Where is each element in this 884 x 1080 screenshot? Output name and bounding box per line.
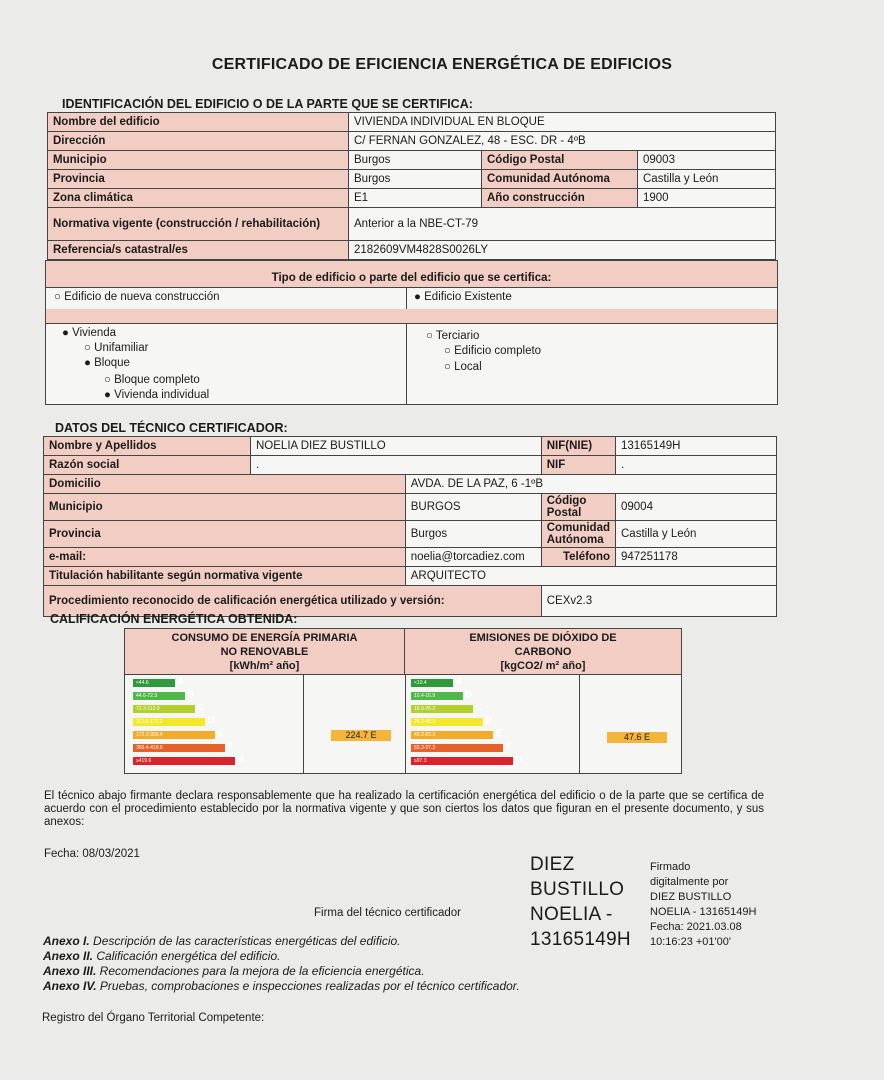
tec-procedimiento-value: CEXv2.3: [541, 586, 776, 617]
terciario-option: ○ Terciario: [426, 330, 480, 342]
consumo-scale-letter-C: C: [197, 702, 204, 712]
zona-label: Zona climática: [48, 189, 349, 208]
nueva-construccion-option: ○ Edificio de nueva construcción: [54, 291, 220, 303]
signature-line-2: BUSTILLO: [530, 879, 625, 900]
tec-razon-value: .: [251, 456, 542, 475]
nombre-value: VIVIENDA INDIVIDUAL EN BLOQUE: [349, 113, 776, 132]
anexos-list: [43, 934, 520, 994]
referencia-value: 2182609VM4828S0026LY: [349, 241, 776, 260]
tec-provincia-label: Provincia: [44, 521, 406, 548]
unifamiliar-option: ○ Unifamiliar: [84, 342, 149, 354]
bloque-option: ● Bloque: [84, 357, 130, 369]
anexo-num: Anexo II.: [43, 949, 94, 963]
consumo-scale-letter-A: A: [177, 676, 184, 686]
tec-municipio-label: Municipio: [44, 494, 406, 521]
tec-cp-value: 09004: [616, 494, 777, 521]
emisiones-scale-letter-F: F: [506, 741, 512, 751]
signature-line-1: DIEZ: [530, 854, 575, 875]
firma-label: Firma del técnico certificador: [314, 907, 461, 919]
center-divider: [405, 675, 406, 773]
emisiones-scale-letter-G: G: [514, 754, 522, 764]
consumo-rating: 224.7 E: [331, 730, 391, 741]
stamp-line-2: digitalmente por: [650, 876, 729, 888]
nombre-label: Nombre del edificio: [48, 113, 349, 132]
anexo-item: [43, 979, 520, 994]
referencia-label: Referencia/s catastral/es: [48, 241, 349, 260]
anexo-text: Descripción de las características energéticas del edificio.: [89, 934, 401, 948]
emisiones-scale-C: 16.9-26.2 C: [411, 705, 473, 713]
consumo-scale-C: 72.3-112.0 C: [133, 705, 195, 713]
direccion-value: C/ FERNAN GONZALEZ, 48 - ESC. DR - 4ºB: [349, 132, 776, 151]
emisiones-scale-letter-C: C: [475, 702, 482, 712]
consumo-scale-letter-G: G: [236, 754, 244, 764]
anexo-text: Recomendaciones para la mejora de la eficiencia energética.: [96, 964, 425, 978]
tec-ca-value: Castilla y León: [616, 521, 777, 548]
ano-value: 1900: [638, 189, 776, 208]
document-title: CERTIFICADO DE EFICIENCIA ENERGÉTICA DE EDIFICIOS: [211, 56, 673, 73]
provincia-label: Provincia: [48, 170, 349, 189]
consumo-title: CONSUMO DE ENERGÍA PRIMARIA NO RENOVABLE: [171, 632, 358, 658]
emisiones-scale-letter-D: D: [485, 715, 492, 725]
tec-cp-label: Código Postal: [541, 494, 615, 521]
tec-nif2-value: .: [616, 456, 777, 475]
anexo-item: [43, 964, 520, 979]
normativa-value: Anterior a la NBE-CT-79: [349, 208, 776, 241]
tec-razon-label: Razón social: [44, 456, 251, 475]
municipio-label: Municipio: [48, 151, 349, 170]
tipo-row-construccion: [46, 287, 777, 310]
stamp-line-1: Firmado: [650, 861, 691, 873]
consumo-scale-A: <44.6 A: [133, 679, 175, 687]
consumo-scale-letter-F: F: [228, 741, 234, 751]
normativa-label: Normativa vigente (construcción / rehabilitación): [48, 208, 349, 241]
tec-ca-label: Comunidad Autónoma: [541, 521, 615, 548]
emisiones-scale-A: <10.4 A: [411, 679, 453, 687]
tec-nif-label: NIF(NIE): [541, 437, 615, 456]
emisiones-rating: 47.6 E: [607, 732, 667, 743]
emisiones-scale-F: 83.3-97.3 F: [411, 744, 503, 752]
ca-value: Castilla y León: [638, 170, 776, 189]
anexo-text: Pruebas, comprobaciones e inspecciones realizadas por el técnico certificador.: [96, 979, 520, 993]
direccion-label: Dirección: [48, 132, 349, 151]
tipo-divider: [406, 287, 407, 309]
signature-line-3: NOELIA -: [530, 904, 613, 925]
provincia-value: Burgos: [349, 170, 482, 189]
emisiones-scale: [411, 676, 579, 771]
tec-titulacion-value: ARQUITECTO: [405, 567, 776, 586]
tecnico-table: [43, 436, 777, 617]
consumo-header: [125, 629, 405, 675]
edificio-existente-option: ● Edificio Existente: [414, 291, 512, 303]
zona-value: E1: [349, 189, 482, 208]
cp-value: 09003: [638, 151, 776, 170]
tec-nombre-value: NOELIA DIEZ BUSTILLO: [251, 437, 542, 456]
tec-municipio-value: BURGOS: [405, 494, 541, 521]
declaracion-text: El técnico abajo firmante declara responsablemente que ha realizado la certificación energética del edificio o de la parte que se certifica de acuerdo con el procedimiento establecido por la normativa vigente y que son ciertos los datos que figuran en el presente documento, y sus anexos:: [44, 790, 764, 828]
emisiones-title: EMISIONES DE DIÓXIDO DE CARBONO: [469, 632, 617, 658]
emisiones-scale-E: 40.3-83.3 E: [411, 731, 493, 739]
tipo-divider-2: [406, 323, 407, 405]
anexo-item: [43, 949, 520, 964]
anexo-num: Anexo IV.: [43, 979, 97, 993]
tec-procedimiento-label: Procedimiento reconocido de calificación energética utilizado y versión:: [44, 586, 542, 617]
stamp-line-5: Fecha: 2021.03.08: [650, 921, 742, 933]
tec-provincia-value: Burgos: [405, 521, 541, 548]
stamp-line-3: DIEZ BUSTILLO: [650, 891, 732, 903]
vivienda-individual-option: ● Vivienda individual: [104, 389, 210, 401]
emisiones-scale-letter-A: A: [455, 676, 462, 686]
registro-text: Registro del Órgano Territorial Competente:: [42, 1012, 265, 1024]
edificio-completo-option: ○ Edificio completo: [444, 345, 542, 357]
tec-titulacion-label: Titulación habilitante según normativa vigente: [44, 567, 406, 586]
bloque-completo-option: ○ Bloque completo: [104, 374, 200, 386]
identificacion-table: [47, 112, 776, 260]
anexo-num: Anexo III.: [43, 964, 97, 978]
vivienda-option: ● Vivienda: [62, 327, 117, 339]
emisiones-scale-B: 10.4-16.9 B: [411, 692, 463, 700]
consumo-scale-F: 356.4-419.6 F: [133, 744, 225, 752]
consumo-scale-letter-D: D: [207, 715, 214, 725]
emisiones-scale-D: 26.2-40.3 D: [411, 718, 483, 726]
consumo-scale-B: 44.6-72.3 B: [133, 692, 185, 700]
signature-name: [530, 852, 631, 952]
ano-label: Año construcción: [482, 189, 638, 208]
consumo-scale-D: 112.0-172.2 D: [133, 718, 205, 726]
municipio-value: Burgos: [349, 151, 482, 170]
anexo-text: Calificación energética del edificio.: [93, 949, 281, 963]
consumo-divider: [303, 675, 304, 773]
section-tecnico-heading: DATOS DEL TÉCNICO CERTIFICADOR:: [55, 421, 288, 435]
tec-nif-value: 13165149H: [616, 437, 777, 456]
tec-telefono-value: 947251178: [616, 548, 777, 567]
tec-email-value: noelia@torcadiez.com: [405, 548, 541, 567]
emisiones-scale-G: ≥97.3 G: [411, 757, 513, 765]
tec-nombre-label: Nombre y Apellidos: [44, 437, 251, 456]
cp-label: Código Postal: [482, 151, 638, 170]
consumo-scale-letter-E: E: [217, 728, 224, 738]
calificacion-panel: [124, 628, 682, 774]
signature-line-4: 13165149H: [530, 929, 631, 950]
tec-email-label: e-mail:: [44, 548, 406, 567]
tipo-heading: Tipo de edificio o parte del edificio que se certifica:: [46, 261, 777, 288]
emisiones-unit: [kgCO2/ m² año]: [500, 660, 586, 672]
tec-domicilio-value: AVDA. DE LA PAZ, 6 -1ºB: [405, 475, 776, 494]
emisiones-scale-letter-E: E: [495, 728, 502, 738]
consumo-scale-G: ≥419.6 G: [133, 757, 235, 765]
anexo-num: Anexo I.: [43, 934, 90, 948]
consumo-scale-letter-B: B: [187, 689, 194, 699]
consumo-scale-E: 172.2-356.4 E: [133, 731, 215, 739]
tec-telefono-label: Teléfono: [541, 548, 615, 567]
emisiones-scale-letter-B: B: [465, 689, 472, 699]
tec-domicilio-label: Domicilio: [44, 475, 406, 494]
tipo-edificio-box: [45, 260, 778, 405]
fecha-text: Fecha: 08/03/2021: [44, 848, 140, 860]
stamp-line-6: 10:16:23 +01'00': [650, 936, 731, 948]
ca-label: Comunidad Autónoma: [482, 170, 638, 189]
consumo-unit: [kWh/m² año]: [229, 660, 300, 672]
stamp-line-4: NOELIA - 13165149H: [650, 906, 757, 918]
tipo-pink-spacer: [46, 309, 777, 324]
tec-nif2-label: NIF: [541, 456, 615, 475]
emisiones-header: [405, 629, 681, 675]
local-option: ○ Local: [444, 361, 482, 373]
consumo-scale: [133, 676, 303, 771]
emisiones-divider: [579, 675, 580, 773]
anexo-item: [43, 934, 520, 949]
section-identificacion-heading: IDENTIFICACIÓN DEL EDIFICIO O DE LA PARTE QUE SE CERTIFICA:: [62, 97, 473, 111]
signature-stamp: [650, 860, 756, 950]
section-calificacion-heading: CALIFICACIÓN ENERGÉTICA OBTENIDA:: [50, 612, 298, 626]
